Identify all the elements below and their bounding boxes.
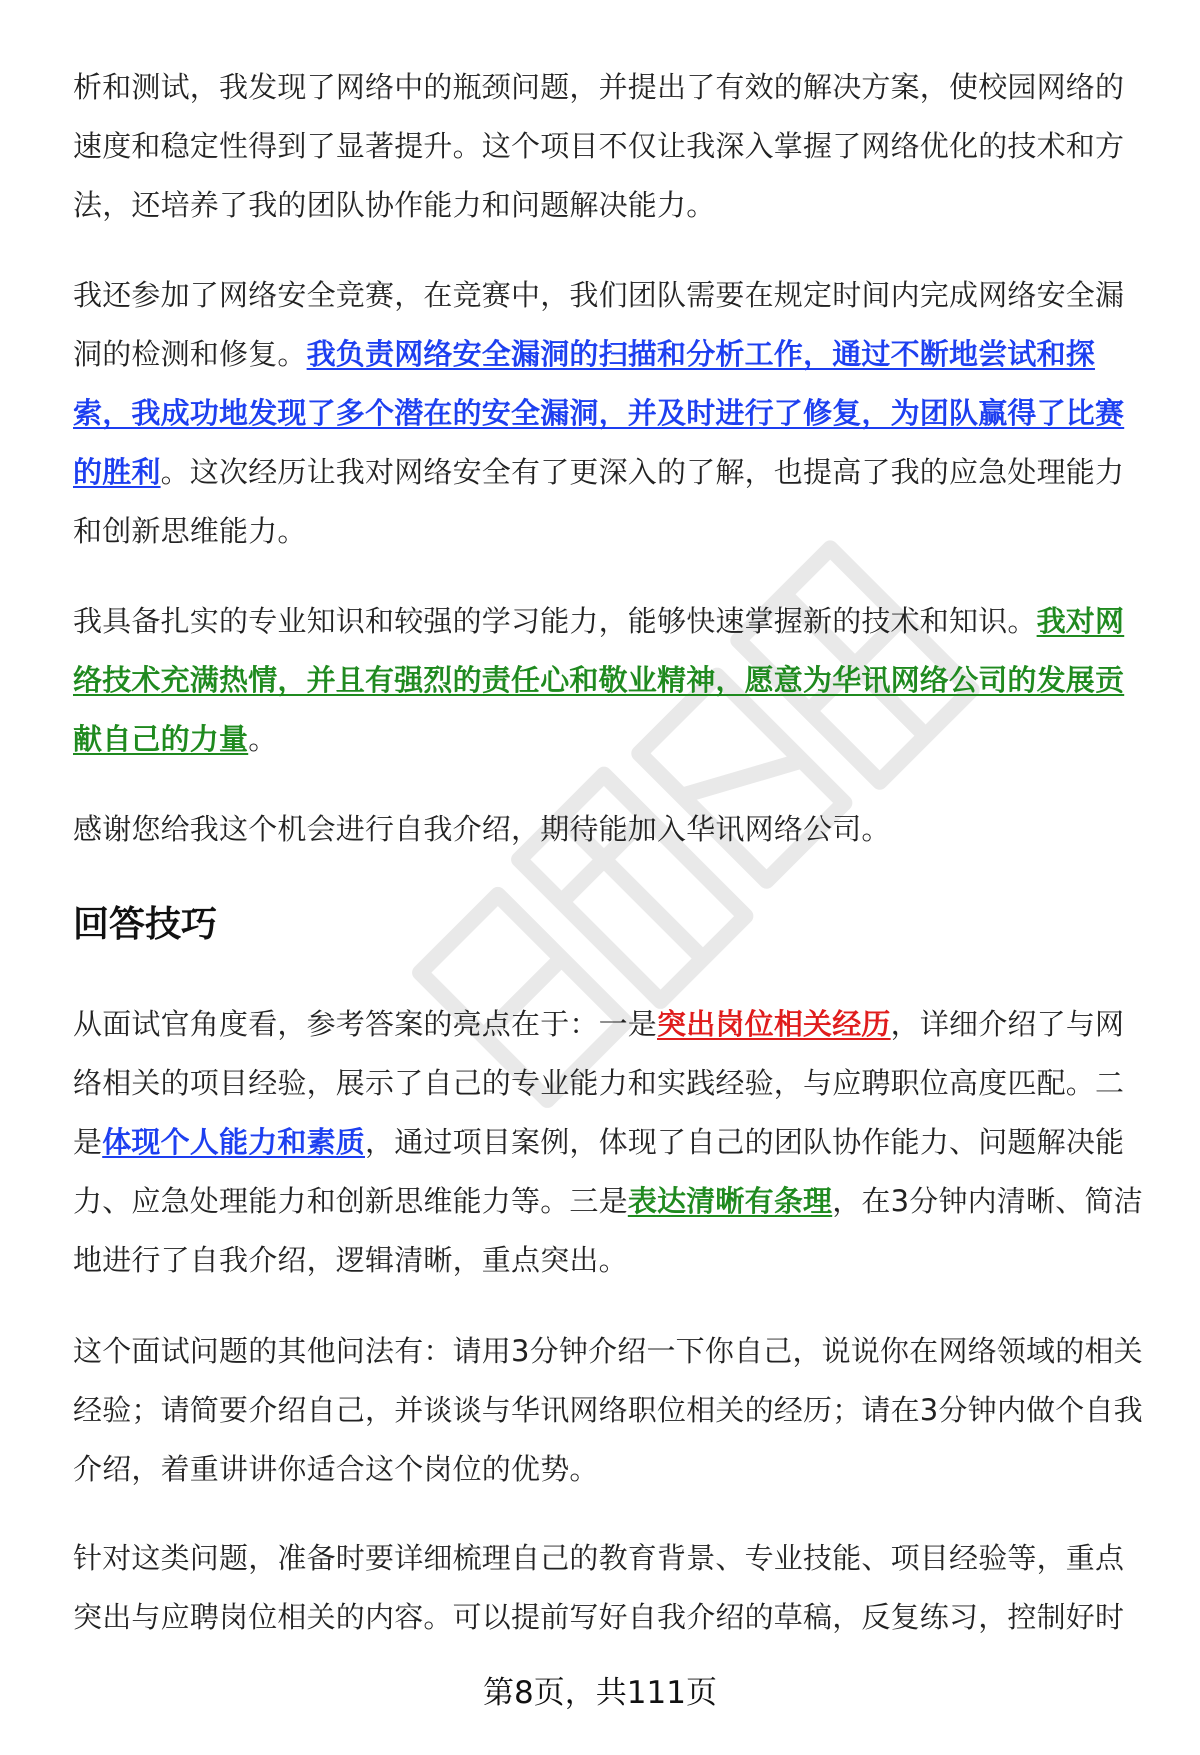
paragraph-alternative-questions: 这个面试问题的其他问法有：请用3分钟介绍一下你自己，说说你在网络领域的相关经验；请简要介绍自己，并谈谈与华讯网络职位相关的经历；请在3分钟内做个自我介绍，着重讲讲你适合这个岗位的优势。 [73, 1334, 1143, 1486]
highlight-green: 表达清晰有条理 [627, 1184, 833, 1218]
highlight-blue: 我负责网络安全漏洞的扫描和分析工作，通过不断地尝试和探索，我成功地发现了多个潜在的安全漏洞，并及时进行了修复，为团队赢得了比赛的胜利 [73, 337, 1125, 489]
paragraph-skills [73, 592, 1148, 769]
paragraph-preparation-tips: 针对这类问题，准备时要详细梳理自己的教育背景、专业技能、项目经验等，重点突出与应聘岗位相关的内容。可以提前写好自我介绍的草稿，反复练习，控制好时 [73, 1541, 1125, 1634]
paragraph-project-summary: 析和测试，我发现了网络中的瓶颈问题，并提出了有效的解决方案，使校园网络的速度和稳定性得到了显著提升。这个项目不仅让我深入掌握了网络优化的技术和方法，还培养了我的团队协作能力和问题解决能力。 [73, 70, 1125, 222]
highlight-green: 我对网络技术充满热情，并且有强烈的责任心和敬业精神，愿意为华讯网络公司的发展贡献自己的力量 [73, 604, 1125, 756]
paragraph-text: ，详细介绍了与网络相关的项目经验，展示了自己的专业能力和实践经验，与应聘职位高度匹配。二是 [73, 1007, 1125, 1159]
paragraph-text: 。这次经历让我对网络安全有了更深入的了解，也提高了我的应急处理能力和创新思维能力。 [73, 455, 1125, 548]
paragraph-text: 从面试官角度看，参考答案的亮点在于：一是 [73, 1007, 658, 1041]
highlight-blue: 体现个人能力和素质 [102, 1125, 366, 1159]
paragraph-security-competition [73, 266, 1148, 561]
paragraph-text: ，在3分钟内清晰、简洁地进行了自我介绍，逻辑清晰，重点突出。 [73, 1184, 1143, 1277]
highlight-red: 突出岗位相关经历 [657, 1007, 891, 1041]
paragraph-highlights [73, 995, 1148, 1290]
paragraph-text: 我具备扎实的专业知识和较强的学习能力，能够快速掌握新的技术和知识。 [73, 604, 1037, 638]
section-heading: 回答技巧 [73, 904, 218, 945]
page-number-footer: 第8页，共111页 [483, 1675, 717, 1711]
paragraph-text: ，通过项目案例，体现了自己的团队协作能力、问题解决能力、应急处理能力和创新思维能力等。三是 [73, 1125, 1125, 1218]
paragraph-thanks: 感谢您给我这个机会进行自我介绍，期待能加入华讯网络公司。 [73, 812, 891, 846]
paragraph-text: 我还参加了网络安全竞赛，在竞赛中，我们团队需要在规定时间内完成网络安全漏洞的检测和修复。 [73, 278, 1125, 371]
paragraph-text: 。 [248, 722, 278, 756]
